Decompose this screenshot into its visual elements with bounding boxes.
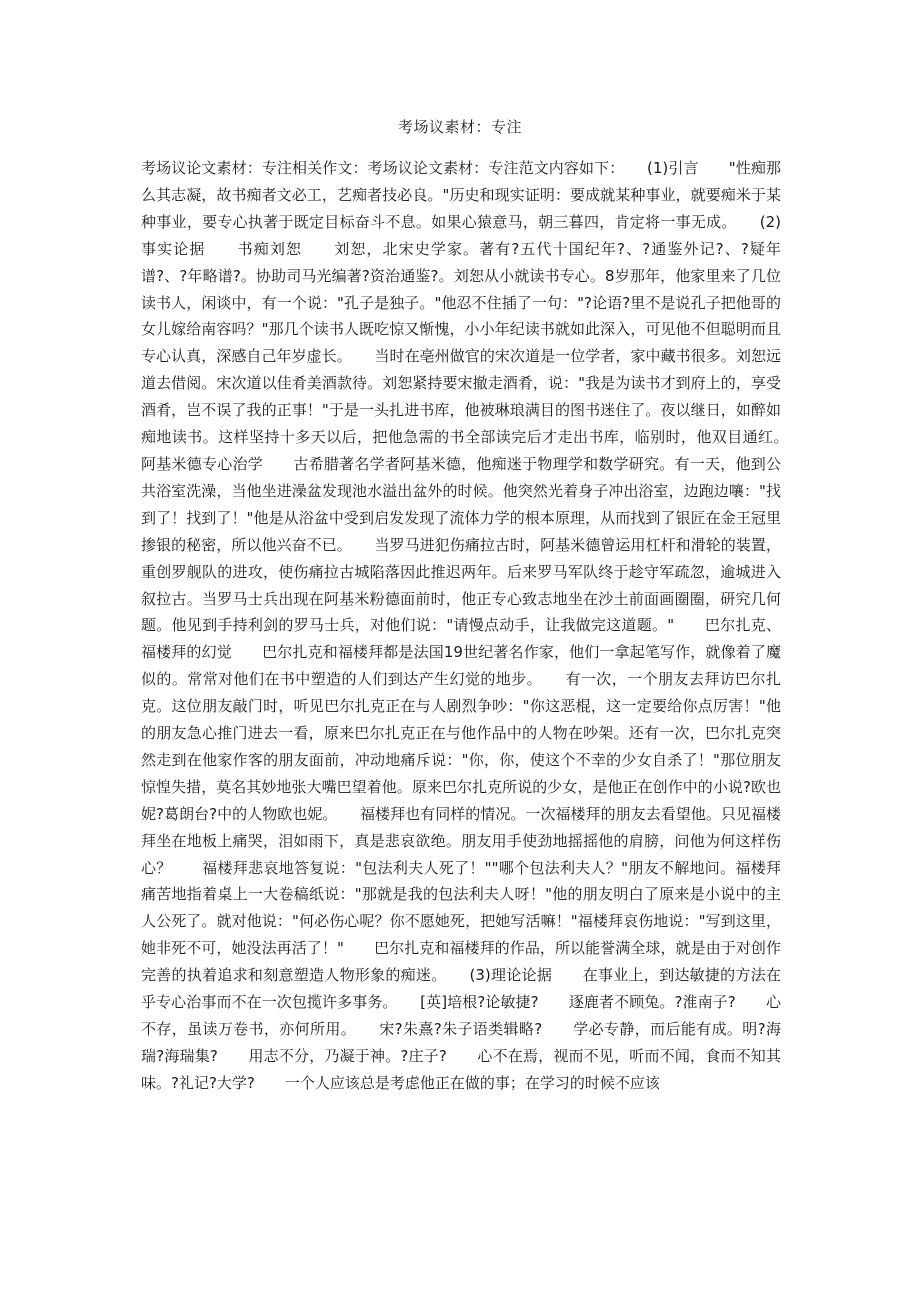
document-title: 考场议素材：专注 <box>397 118 522 136</box>
document-body: 考场议论文素材：专注相关作文：考场议论文素材：专注范文内容如下： (1)引言 "性痴那么其志凝，故书痴者文必工，艺痴者技必良。"历史和现实证明：要成就某种事业，就要痴米于某种事业，要专心执著于既定目标奋斗不息。如果心猿意马，朝三暮四，肯定将一事无成。 (2)事实论据 书痴刘恕 刘恕，北宋史学家。著有?五代十国纪年?、?通鉴外记?、?疑年谱?、?年略谱?。协助司马光编著?资治通鉴?。刘恕从小就读书专心。8岁那年，他家里来了几位读书人，闲谈中，有一个说："孔子是独子。"他忍不住插了一句："?论语?里不是说孔子把他哥的女儿嫁给南容吗？"那几个读书人既吃惊又惭愧，小小年纪读书就如此深入，可见他不但聪明而且专心认真，深感自己年岁虚长。 当时在亳州做官的宋次道是一位学者，家中藏书很多。刘恕远道去借阅。宋次道以佳肴美酒款待。刘恕紧持要宋撤走酒肴，说："我是为读书才到府上的，享受酒肴，岂不误了我的正事！"于是一头扎进书库，他被琳琅满目的图书迷住了。夜以继日，如醉如痴地读书。这样坚持十多天以后，把他急需的书全部读完后才走出书库，临别时，他双目通红。 阿基米德专心治学 古希腊著名学者阿基米德，他痴迷于物理学和数学研究。有一天，他到公共浴室洗澡，当他坐进澡盆发现池水溢出盆外的时候。他突然光着身子冲出浴室，边跑边嚷："找到了！找到了！"他是从浴盆中受到启发发现了流体力学的根本原理，从而找到了银匠在金王冠里掺银的秘密，所以他兴奋不已。 当罗马进犯伤痛拉古时，阿基米德曾运用杠杆和滑轮的装置，重创罗舰队的进攻，使伤痛拉古城陷落因此推迟两年。后来罗马军队终于趁守军疏忽，逾城进入叙拉古。当罗马士兵出现在阿基米粉德面前时，他正专心致志地坐在沙土前面画圈圈，研究几何题。他见到手持利剑的罗马士兵，对他们说："请慢点动手，让我做完这道题。" 巴尔扎克、福楼拜的幻觉 巴尔扎克和福楼拜都是法国19世纪著名作家，他们一拿起笔写作，就像着了魔似的。常常对他们在书中塑造的人们到达产生幻觉的地步。 有一次，一个朋友去拜访巴尔扎克。这位朋友敲门时，听见巴尔扎克正在与人剧烈争吵："你这恶棍，这一定要给你点厉害！"他的朋友急心推门进去一看，原来巴尔扎克正在与他作品中的人物在吵架。还有一次，巴尔扎克突然走到在他家作客的朋友面前，冲动地痛斥说："你，你，使这个不幸的少女自杀了！"那位朋友惊惶失措，莫名其妙地张大嘴巴望着他。原来巴尔扎克所说的少女，是他正在创作中的小说?欧也妮?葛朗台?中的人物欧也妮。 福楼拜也有同样的情况。一次福楼拜的朋友去看望他。只见福楼拜坐在地板上痛哭，泪如雨下，真是悲哀欲绝。朋友用手使劲地摇摇他的肩膀，问他为何这样伤心？ 福楼拜悲哀地答复说："包法利夫人死了！""哪个包法利夫人？"朋友不解地问。福楼拜痛苦地指着桌上一大卷稿纸说："那就是我的包法利夫人呀！"他的朋友明白了原来是小说中的主人公死了。就对他说："何必伤心呢？你不愿她死，把她写活嘛！"福楼拜哀伤地说："写到这里，她非死不可，她没法再活了！" 巴尔扎克和福楼拜的作品，所以能誉满全球，就是由于对创作完善的执着追求和刻意塑造人物形象的痴迷。 (3)理论论据 在事业上，到达敏捷的方法在乎专心治事而不在一次包揽许多事务。 [英]培根?论敏捷? 逐鹿者不顾兔。?淮南子? 心不存，虽读万卷书，亦何所用。 宋?朱熹?朱子语类辑略? 学必专静，而后能有成。明?海瑞?海瑞集? 用志不分，乃凝于神。?庄子? 心不在焉，视而不见，听而不闻，食而不知其味。?礼记?大学? 一个人应该总是考虑他正在做的事；在学习的时候不应该 <box>141 159 812 1092</box>
